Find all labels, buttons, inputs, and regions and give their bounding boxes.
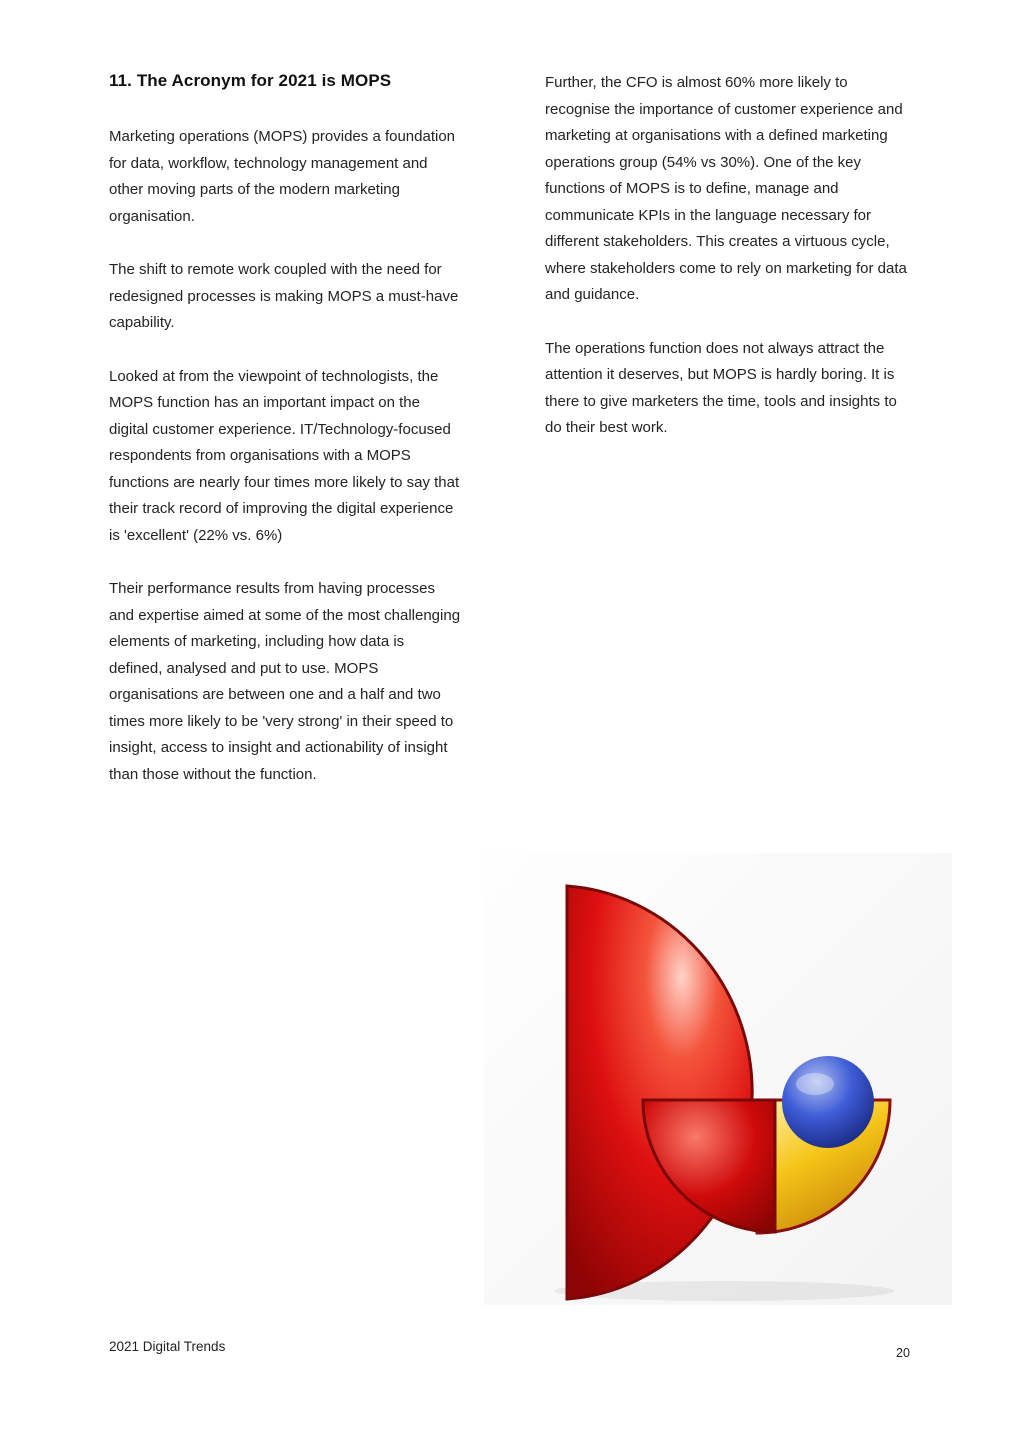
left-column bbox=[109, 70, 461, 815]
footer-report-title: 2021 Digital Trends bbox=[109, 1339, 226, 1354]
sphere-highlight-shape bbox=[796, 1073, 834, 1095]
blue-sphere-shape bbox=[782, 1056, 874, 1148]
right-column bbox=[545, 70, 913, 469]
body-paragraph: The shift to remote work coupled with the need for redesigned processes is making MOPS a must-have capability. bbox=[109, 261, 459, 331]
red-semicircle-shape bbox=[567, 886, 752, 1299]
decorative-graphic-panel bbox=[484, 853, 952, 1305]
body-paragraph: Marketing operations (MOPS) provides a foundation for data, workflow, technology management and other moving parts of the modern marketing organisation. bbox=[109, 128, 456, 225]
body-paragraph: The operations function does not always attract the attention it deserves, but MOPS is hardly boring. It is there to give marketers the time, tools and insights to do their best work. bbox=[545, 339, 897, 436]
body-paragraph: Their performance results from having processes and expertise aimed at some of the most challenging elements of marketing, including how data is defined, analysed and put to use. MOPS organisations are between one and a half and two times more likely to be 'very strong' in their speed to insight, access to insight and actionability of insight than those without the function. bbox=[109, 580, 461, 783]
body-paragraph: Further, the CFO is almost 60% more likely to recognise the importance of customer experience and marketing at organisations with a defined marketing operations group (54% vs 30%). One of the key functions of MOPS is to define, manage and communicate KPIs in the language necessary for different stakeholders. This creates a virtuous cycle, where stakeholders come to rely on marketing for data and guidance. bbox=[545, 74, 907, 303]
footer-page-number: 20 bbox=[896, 1346, 910, 1360]
body-paragraph: Looked at from the viewpoint of technologists, the MOPS function has an important impact on the digital customer experience. IT/Technology-focused respondents from organisations with a MOPS functions are nearly four times more likely to say that their track record of improving the digital experience is 'excellent' (22% vs. 6%) bbox=[109, 367, 460, 544]
section-heading: 11. The Acronym for 2021 is MOPS bbox=[109, 71, 392, 90]
abstract-3d-shapes-graphic bbox=[484, 853, 952, 1305]
